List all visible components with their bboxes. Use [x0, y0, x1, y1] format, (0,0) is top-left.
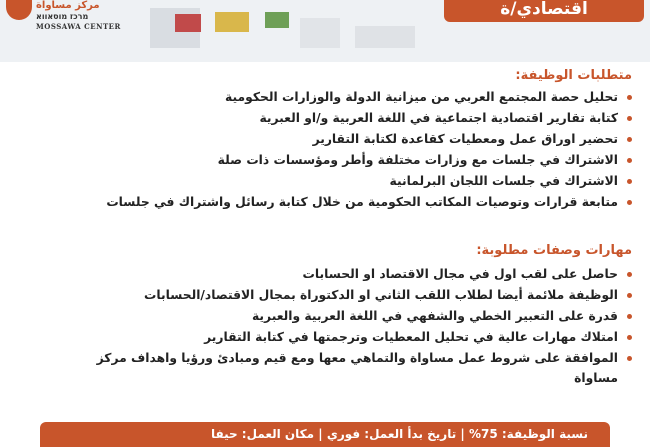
list-item: كتابة تقارير اقتصادية اجتماعية في اللغة العربية و/او العبرية — [106, 108, 632, 129]
list-item: متابعة قرارات وتوصيات المكاتب الحكومية من خلال كتابة رسائل واشتراك في جلسات — [106, 192, 632, 213]
list-item: تحليل حصة المجتمع العربي من ميزانية الدولة والوزارات الحكومية — [106, 87, 632, 108]
list-item: تحضير اوراق عمل ومعطيات كقاعدة لكتابة التقارير — [106, 129, 632, 150]
list-item: قدرة على التعبير الخطي والشفهي في اللغة العربية والعبرية — [58, 306, 632, 327]
requirements-list — [106, 87, 632, 213]
requirements-section — [106, 68, 632, 213]
skills-list — [58, 264, 632, 388]
decorative-bar — [355, 26, 415, 48]
skills-heading: مهارات وصفات مطلوبة: — [476, 243, 632, 258]
skills-section — [58, 243, 632, 388]
list-item: الاشتراك في جلسات اللجان البرلمانية — [106, 171, 632, 192]
decorative-bar — [215, 12, 249, 32]
list-item: الموافقة على شروط عمل مساواة والتماهي معها ومع قيم ومبادئ ورؤيا واهداف مركز مساواة — [58, 348, 632, 388]
list-item: حاصل على لقب اول في مجال الاقتصاد او الحسابات — [58, 264, 632, 285]
logo-mark-icon — [6, 0, 32, 20]
mossawa-logo — [6, 0, 146, 34]
logo-arabic-text: مركز مساواة — [36, 0, 100, 11]
list-item: الاشتراك في جلسات مع وزارات مختلفة وأطر ومؤسسات ذات صلة — [106, 150, 632, 171]
decorative-bar — [175, 14, 201, 32]
logo-english-text: MOSSAWA CENTER — [36, 22, 121, 31]
logo-hebrew-text: מרכז מוסאווא — [36, 12, 89, 21]
job-title-banner: اقتصادي/ة — [444, 0, 644, 22]
list-item: الوظيفة ملائمة أيضا لطلاب اللقب الثاني او الدكتوراة بمجال الاقتصاد/الحسابات — [58, 285, 632, 306]
requirements-heading: متطلبات الوظيفة: — [515, 68, 632, 83]
decorative-bar — [300, 18, 340, 48]
list-item: امتلاك مهارات عالية في تحليل المعطيات وترجمتها في كتابة التقارير — [58, 327, 632, 348]
job-details-footer: نسبة الوظيفة: 75% | تاريخ بدأ العمل: فوري | مكان العمل: حيفا — [40, 422, 610, 447]
decorative-bar — [265, 12, 289, 28]
